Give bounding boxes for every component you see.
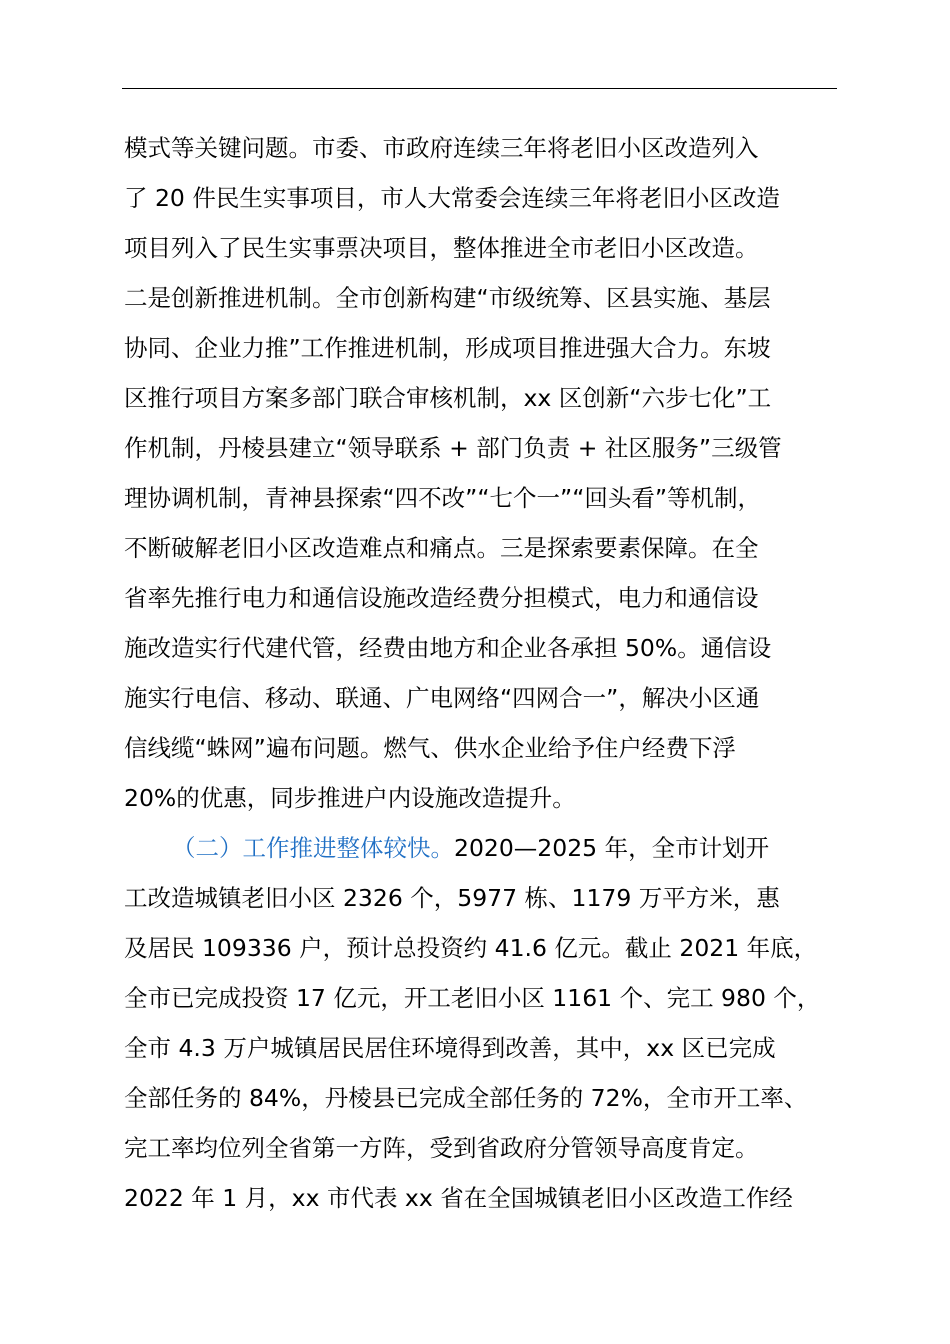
text-line: 2022 年 1 月，xx 市代表 xx 省在全国城镇老旧小区改造工作经 (124, 1184, 793, 1212)
text-line: 项目列入了民生实事票决项目，整体推进全市老旧小区改造。 (124, 234, 759, 262)
text-line: 全市已完成投资 17 亿元，开工老旧小区 1161 个、完工 980 个， (124, 984, 821, 1012)
text-line: 全市 4.3 万户城镇居民居住环境得到改善，其中，xx 区已完成 (124, 1034, 776, 1062)
text-line: 区推行项目方案多部门联合审核机制，xx 区创新“六步七化”工 (124, 384, 772, 412)
text-line: 省率先推行电力和通信设施改造经费分担模式，电力和通信设 (124, 584, 759, 612)
header-rule (122, 88, 837, 89)
text-line: 施实行电信、移动、联通、广电网络“四网合一”，解决小区通 (124, 684, 760, 712)
section-heading: （二）工作推进整体较快。 (172, 834, 454, 862)
text-line: 信线缆“蛛网”遍布问题。燃气、供水企业给予住户经费下浮 (124, 734, 736, 762)
text-line: 完工率均位列全省第一方阵，受到省政府分管领导高度肯定。 (124, 1134, 759, 1162)
text-line: 了 20 件民生实事项目，市人大常委会连续三年将老旧小区改造 (124, 184, 780, 212)
section-2-first-line-text: 2020—2025 年，全市计划开 (454, 834, 770, 862)
section-2-first-line (172, 828, 769, 868)
text-line: 作机制，丹棱县建立“领导联系 + 部门负责 + 社区服务”三级管 (124, 434, 782, 462)
text-line: 协同、企业力推”工作推进机制，形成项目推进强大合力。东坡 (124, 334, 771, 362)
text-line: 理协调机制，青神县探索“四不改”“七个一”“回头看”等机制， (124, 484, 762, 512)
text-line: 二是创新推进机制。全市创新构建“市级统筹、区县实施、基层 (124, 284, 771, 312)
text-line: 施改造实行代建代管，经费由地方和企业各承担 50%。通信设 (124, 634, 772, 662)
text-line: 工改造城镇老旧小区 2326 个，5977 栋、1179 万平方米，惠 (124, 884, 780, 912)
text-line: 及居民 109336 户，预计总投资约 41.6 亿元。截止 2021 年底， (124, 934, 818, 962)
text-line: 20%的优惠，同步推进户内设施改造提升。 (124, 784, 576, 812)
text-line: 不断破解老旧小区改造难点和痛点。三是探索要素保障。在全 (124, 534, 759, 562)
text-line: 模式等关键问题。市委、市政府连续三年将老旧小区改造列入 (124, 134, 759, 162)
text-line: 全部任务的 84%，丹棱县已完成全部任务的 72%，全市开工率、 (124, 1084, 808, 1112)
